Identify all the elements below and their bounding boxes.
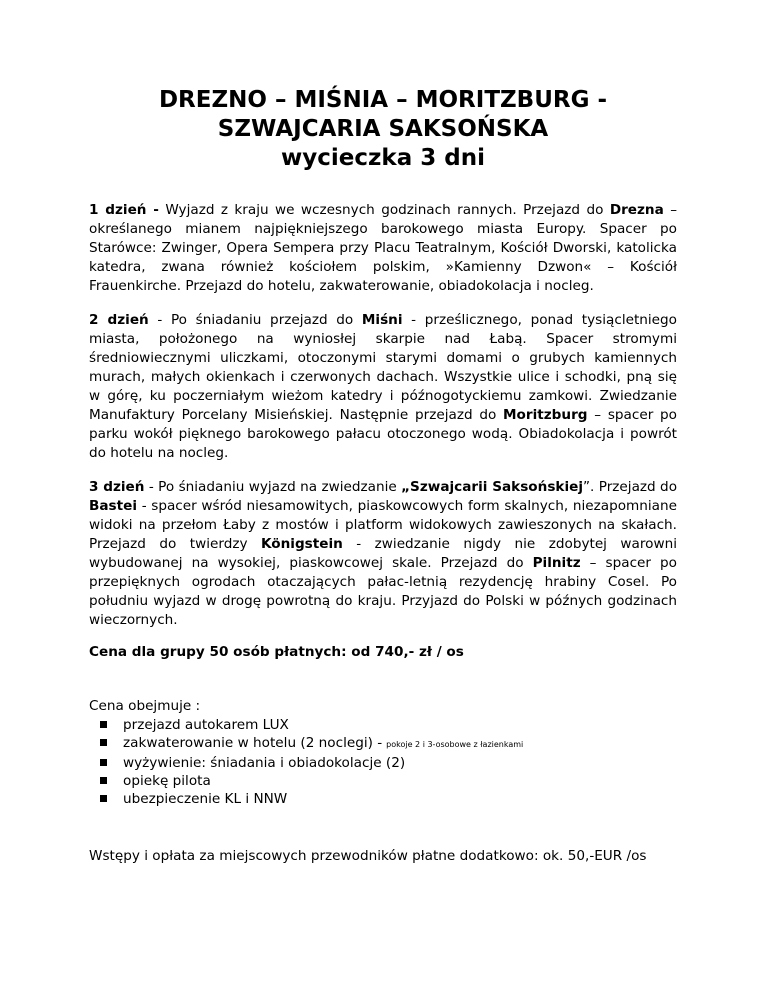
day-2-paragraph xyxy=(89,311,677,463)
day-1-text-cont: – określanego mianem najpiękniejszego barokowego miasta Europy. Spacer po Starówce: Zwinger, Opera Sempera przy Placu Teatralnym, Kościół Dworski, katolicka katedra, zwana również kościołem polskim, »Kamienny Dzwon« – Kościół Frauenkirche. Przejazd do hotelu, zakwaterowanie, obiadokolacja i nocleg. xyxy=(89,202,677,294)
list-item xyxy=(100,734,677,754)
city-moritzburg: Moritzburg xyxy=(503,407,588,423)
list-item-text: przejazd autokarem LUX xyxy=(123,717,289,733)
square-bullet-icon xyxy=(100,721,107,728)
square-bullet-icon xyxy=(100,759,107,766)
day-2-label: 2 dzień xyxy=(89,312,149,328)
title-line-1: DREZNO – MIŚNIA – MORITZBURG - xyxy=(158,87,608,113)
city-drezno: Drezna xyxy=(609,202,664,218)
day-2-text: - Po śniadaniu przejazd do xyxy=(148,312,362,328)
place-pilnitz: Pilnitz xyxy=(532,555,581,571)
room-note: pokoje 2 i 3-osobowe z łazienkami xyxy=(386,740,524,749)
place-konigstein: Königstein xyxy=(260,536,343,552)
day-3-text-d: - zwiedzanie nigdy nie zdobytej warowni wybudowanej na wysokiej, piaskowcowej skale. Przejazd do xyxy=(89,536,677,571)
list-item xyxy=(100,716,677,734)
list-item xyxy=(100,790,677,808)
day-1-text: Wyjazd z kraju we wczesnych godzinach rannych. Przejazd do xyxy=(158,202,610,218)
day-3-label: 3 dzień xyxy=(89,479,145,495)
list-item-text: wyżywienie: śniadania i obiadokolacje (2) xyxy=(123,755,406,771)
day-2-text-cont: - prześlicznego, ponad tysiącletniego miasta, położonego na wyniosłej skarpie nad Łabą. Spacer stromymi średniowiecznymi uliczkami, otoczonymi starymi domami o grubych kamiennych murach, małych okienkach i czerwonych dachach. Wszystkie ulice i schodki, pną się w górę, ku poczerniałym wieżom katedry i późnogotyckiemu zamkowi. Zwiedzanie Manufaktury Porcelany Misieńskiej. Następnie przejazd do xyxy=(89,312,677,423)
list-item xyxy=(100,772,677,790)
place-bastei: Bastei xyxy=(89,498,138,514)
includes-list xyxy=(89,716,677,808)
list-item-text: opiekę pilota xyxy=(123,773,211,789)
document-page xyxy=(89,86,677,880)
place-szwajcaria: „Szwajcarii Saksońskiej xyxy=(401,479,583,495)
square-bullet-icon xyxy=(100,795,107,802)
extras-note: Wstępy i opłata za miejscowych przewodników płatne dodatkowo: ok. 50,-EUR /os xyxy=(89,848,647,864)
list-item xyxy=(100,754,677,772)
day-2-text-end: – spacer po parku wokół pięknego barokowego pałacu otoczonego wodą. Obiadokolacja i powrót do hotelu na nocleg. xyxy=(89,407,677,461)
square-bullet-icon xyxy=(100,777,107,784)
price-line: Cena dla grupy 50 osób płatnych: od 740,- zł / os xyxy=(89,644,464,660)
day-3-text-b: ”. Przejazd do xyxy=(583,479,678,495)
day-3-paragraph xyxy=(89,478,677,630)
includes-heading: Cena obejmuje : xyxy=(89,698,201,714)
day-3-text-e: – spacer po przepięknych ogrodach otaczających pałac-letnią rezydencję hrabiny Cosel. Po południu wyjazd w drogę powrotną do kraju. Przyjazd do Polski w późnych godzinach wieczornych. xyxy=(89,555,677,628)
title-line-2: SZWAJCARIA SAKSOŃSKA xyxy=(217,116,549,142)
day-1-paragraph xyxy=(89,201,677,296)
day-3-text: - Po śniadaniu wyjazd na zwiedzanie xyxy=(144,479,402,495)
list-item-text: ubezpieczenie KL i NNW xyxy=(123,791,288,807)
day-3-text-c: - spacer wśród niesamowitych, piaskowcowych form skalnych, niezapomniane widoki na przełom Łaby z mostów i platform widokowych zawieszonych na skałach. Przejazd do twierdzy xyxy=(89,498,677,552)
document-title xyxy=(89,86,677,173)
list-item-text: zakwaterowanie w hotelu (2 noclegi) - xyxy=(123,735,383,751)
day-1-label: 1 dzień - xyxy=(89,202,159,218)
city-misnia: Miśni xyxy=(361,312,403,328)
title-line-3: wycieczka 3 dni xyxy=(281,145,485,171)
square-bullet-icon xyxy=(100,739,107,746)
